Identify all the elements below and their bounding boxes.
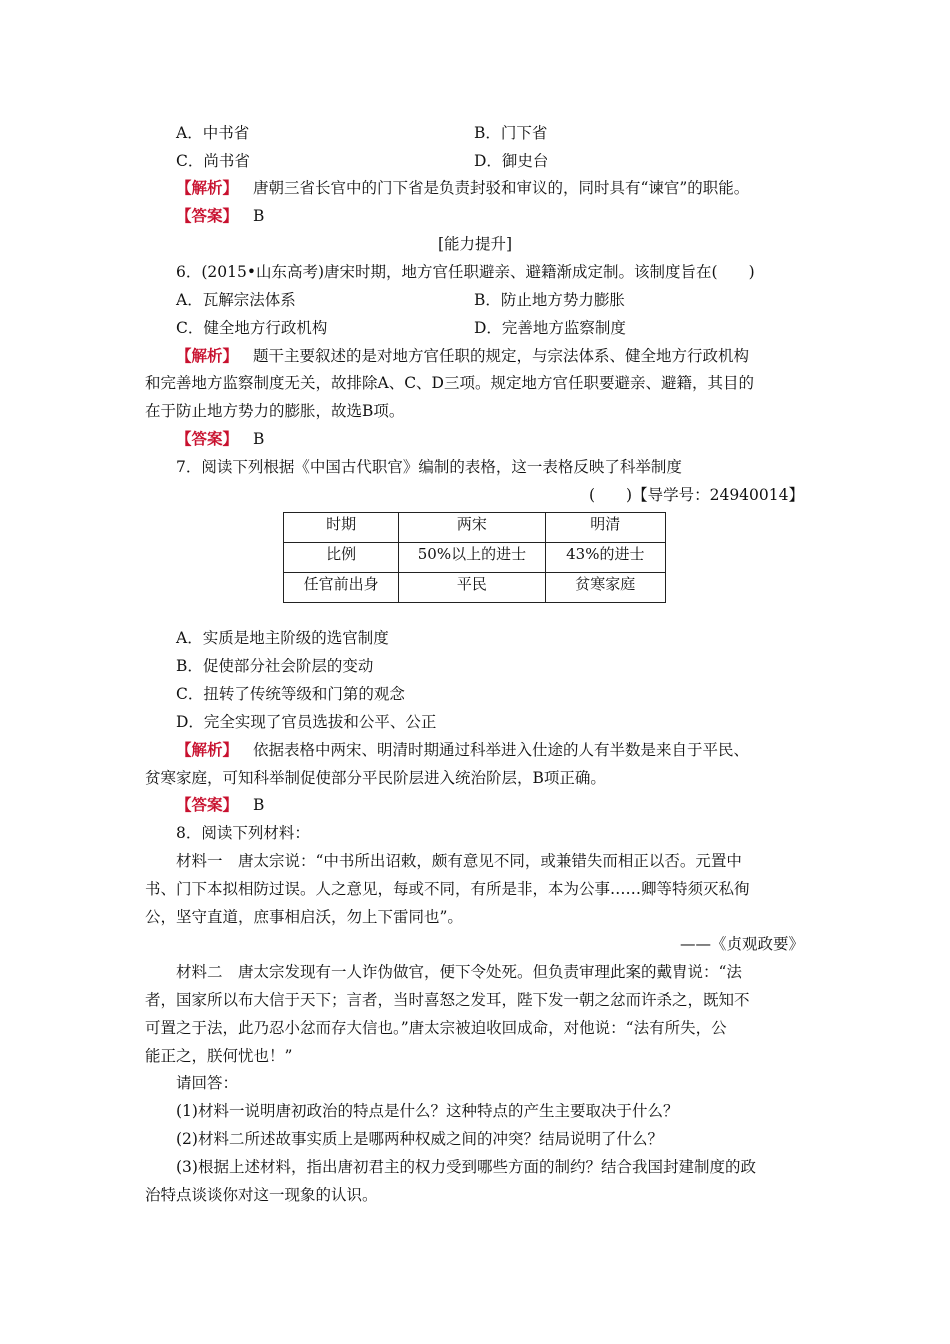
q7-answer xyxy=(176,795,264,815)
q6-analysis-line2: 和完善地方监察制度无关，故排除A、C、D三项。规定地方官任职要避亲、避籍，其目的 xyxy=(145,374,754,392)
table-cell: 时期 xyxy=(284,513,399,543)
table-cell: 50%以上的进士 xyxy=(399,543,545,573)
table-cell: 比例 xyxy=(284,543,399,573)
q8-material1-line2: 书、门下本拟相防过误。人之意见，每或不同，有所是非，本为公事……卿等特须灭私徇 xyxy=(145,880,750,898)
q5-option-c: C．尚书省 xyxy=(176,152,250,170)
q7-analysis-line2: 贫寒家庭，可知科举制促使部分平民阶层进入统治阶层，B项正确。 xyxy=(145,769,606,787)
q5-option-d: D．御史台 xyxy=(474,152,549,170)
analysis-text: 题干主要叙述的是对地方官任职的规定，与宗法体系、健全地方行政机构 xyxy=(252,347,749,365)
q8-subquestion-2: (2)材料二所述故事实质上是哪两种权威之间的冲突？结局说明了什么？ xyxy=(176,1130,663,1148)
answer-text: B xyxy=(252,430,265,448)
q5-analysis xyxy=(176,178,749,198)
q8-material2-line1: 材料二 唐太宗发现有一人诈伪做官，便下令处死。但负责审理此案的戴胄说：“法 xyxy=(176,963,742,981)
q8-subquestion-3-line2: 治特点谈谈你对这一现象的认识。 xyxy=(145,1186,378,1204)
q6-option-a: A．瓦解宗法体系 xyxy=(176,291,296,309)
q8-material1-line3: 公，坚守直道，庶事相启沃，勿上下雷同也”。 xyxy=(145,908,463,926)
q7-table xyxy=(283,512,666,603)
q5-option-b: B．门下省 xyxy=(474,124,548,142)
q5-option-a: A．中书省 xyxy=(176,124,250,142)
q6-option-c: C．健全地方行政机构 xyxy=(176,319,328,337)
q8-subquestion-3-line1: (3)根据上述材料，指出唐初君主的权力受到哪些方面的制约？结合我国封建制度的政 xyxy=(176,1158,756,1176)
table-cell: 贫寒家庭 xyxy=(545,573,665,603)
analysis-label: 【解析】 xyxy=(176,178,239,197)
q6-analysis-line3: 在于防止地方势力的膨胀，故选B项。 xyxy=(145,402,405,420)
section-title: [能力提升] xyxy=(437,235,513,253)
q8-material2-line4: 能正之，朕何忧也！” xyxy=(145,1047,293,1065)
table-cell: 平民 xyxy=(399,573,545,603)
q5-answer xyxy=(176,206,264,226)
q7-option-d: D．完全实现了官员选拔和公平、公正 xyxy=(176,713,437,731)
q7-stem: 7．阅读下列根据《中国古代职官》编制的表格，这一表格反映了科举制度 xyxy=(176,458,682,476)
table-cell: 两宋 xyxy=(399,513,545,543)
q7-option-a: A．实质是地主阶级的选官制度 xyxy=(176,629,389,647)
q8-material2-line3: 可置之于法，此乃忍小忿而存大信也。”唐太宗被迫收回成命，对他说：“法有所失，公 xyxy=(145,1019,727,1037)
q8-material1-source: ——《贞观政要》 xyxy=(679,935,804,953)
q8-material1-line1: 材料一 唐太宗说：“中书所出诏敕，颇有意见不同，或兼错失而相正以否。元置中 xyxy=(176,852,742,870)
q6-answer xyxy=(176,429,264,449)
table-header-row xyxy=(284,513,666,543)
q7-analysis xyxy=(176,740,749,760)
answer-text: B xyxy=(252,207,265,225)
answer-label: 【答案】 xyxy=(176,206,239,225)
q8-material2-line2: 者，国家所以布大信于天下；言者，当时喜怒之发耳，陛下发一朝之忿而许杀之，既知不 xyxy=(145,991,750,1009)
analysis-label: 【解析】 xyxy=(176,740,239,759)
table-row xyxy=(284,543,666,573)
q8-stem: 8．阅读下列材料： xyxy=(176,824,310,842)
table-row xyxy=(284,573,666,603)
q7-option-c: C．扭转了传统等级和门第的观念 xyxy=(176,685,405,703)
q6-analysis xyxy=(176,346,749,366)
q7-stem-right: ( )【导学号：24940014】 xyxy=(589,486,804,504)
answer-label: 【答案】 xyxy=(176,429,239,448)
analysis-label: 【解析】 xyxy=(176,346,239,365)
q6-option-b: B．防止地方势力膨胀 xyxy=(474,291,625,309)
q8-subquestion-1: (1)材料一说明唐初政治的特点是什么？这种特点的产生主要取决于什么？ xyxy=(176,1102,679,1120)
q6-option-d: D．完善地方监察制度 xyxy=(474,319,626,337)
table-cell: 明清 xyxy=(545,513,665,543)
answer-text: B xyxy=(252,796,265,814)
q8-prompt: 请回答： xyxy=(176,1074,239,1092)
analysis-text: 依据表格中两宋、明清时期通过科举进入仕途的人有半数是来自于平民、 xyxy=(252,741,749,759)
table-cell: 任官前出身 xyxy=(284,573,399,603)
answer-label: 【答案】 xyxy=(176,795,239,814)
table-cell: 43%的进士 xyxy=(545,543,665,573)
q6-stem: 6．(2015•山东高考)唐宋时期，地方官任职避亲、避籍渐成定制。该制度旨在( ) xyxy=(176,263,755,281)
analysis-text: 唐朝三省长官中的门下省是负责封驳和审议的，同时具有“谏官”的职能。 xyxy=(252,179,750,197)
q7-option-b: B．促使部分社会阶层的变动 xyxy=(176,657,374,675)
